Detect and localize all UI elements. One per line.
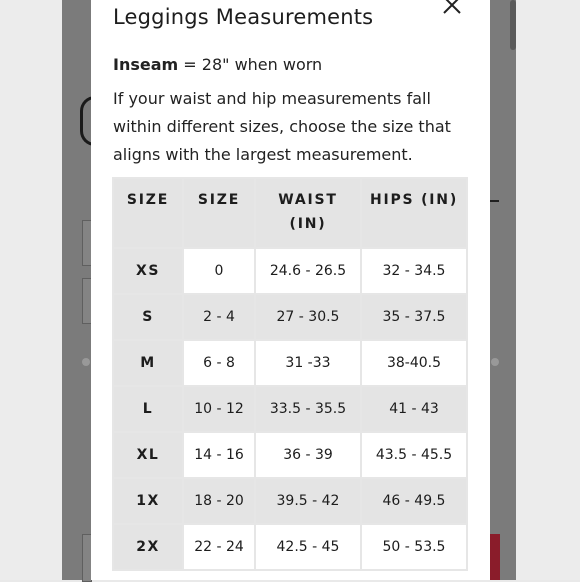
inseam-value: = 28" when worn [183, 55, 323, 74]
waist-cell: 39.5 - 42 [255, 478, 361, 524]
hips-cell: 46 - 49.5 [361, 478, 467, 524]
size-cell: M [113, 340, 183, 386]
column-header-hips: HIPS (IN) [361, 178, 467, 248]
hips-cell: 50 - 53.5 [361, 524, 467, 570]
underlying-slider-dot [82, 358, 90, 366]
modal-title: Leggings Measurements [113, 5, 374, 29]
numeric-size-cell: 6 - 8 [183, 340, 255, 386]
size-cell: L [113, 386, 183, 432]
table-row [113, 524, 467, 570]
hips-cell: 32 - 34.5 [361, 248, 467, 294]
column-header-waist: WAIST (IN) [255, 178, 361, 248]
size-chart-modal [91, 0, 490, 580]
waist-cell: 31 -33 [255, 340, 361, 386]
numeric-size-cell: 2 - 4 [183, 294, 255, 340]
hips-cell: 41 - 43 [361, 386, 467, 432]
waist-cell: 36 - 39 [255, 432, 361, 478]
numeric-size-cell: 0 [183, 248, 255, 294]
table-row [113, 340, 467, 386]
table-row [113, 432, 467, 478]
numeric-size-cell: 10 - 12 [183, 386, 255, 432]
underlying-link-underline [489, 200, 499, 202]
size-cell: 2X [113, 524, 183, 570]
column-header-size: SIZE [113, 178, 183, 248]
size-cell: XS [113, 248, 183, 294]
hips-cell: 38-40.5 [361, 340, 467, 386]
waist-cell: 24.6 - 26.5 [255, 248, 361, 294]
column-header-numeric-size: SIZE [183, 178, 255, 248]
numeric-size-cell: 22 - 24 [183, 524, 255, 570]
numeric-size-cell: 14 - 16 [183, 432, 255, 478]
table-header-row [113, 178, 467, 248]
background-right [516, 0, 580, 580]
inseam-line [113, 55, 322, 74]
hips-cell: 43.5 - 45.5 [361, 432, 467, 478]
close-icon[interactable] [441, 0, 463, 16]
table-row [113, 294, 467, 340]
background-left [0, 0, 62, 580]
underlying-slider-dot [491, 358, 499, 366]
underlying-add-to-bag-button [490, 534, 500, 580]
size-cell: S [113, 294, 183, 340]
size-cell: XL [113, 432, 183, 478]
size-chart-table [112, 177, 468, 571]
table-row [113, 248, 467, 294]
numeric-size-cell: 18 - 20 [183, 478, 255, 524]
waist-cell: 33.5 - 35.5 [255, 386, 361, 432]
hips-cell: 35 - 37.5 [361, 294, 467, 340]
inseam-label: Inseam [113, 55, 179, 74]
scrollbar[interactable] [510, 0, 516, 50]
table-row [113, 478, 467, 524]
waist-cell: 42.5 - 45 [255, 524, 361, 570]
table-row [113, 386, 467, 432]
sizing-note: If your waist and hip measurements fall within different sizes, choose the size that aligns with the largest measurement. [113, 89, 451, 164]
waist-cell: 27 - 30.5 [255, 294, 361, 340]
size-cell: 1X [113, 478, 183, 524]
